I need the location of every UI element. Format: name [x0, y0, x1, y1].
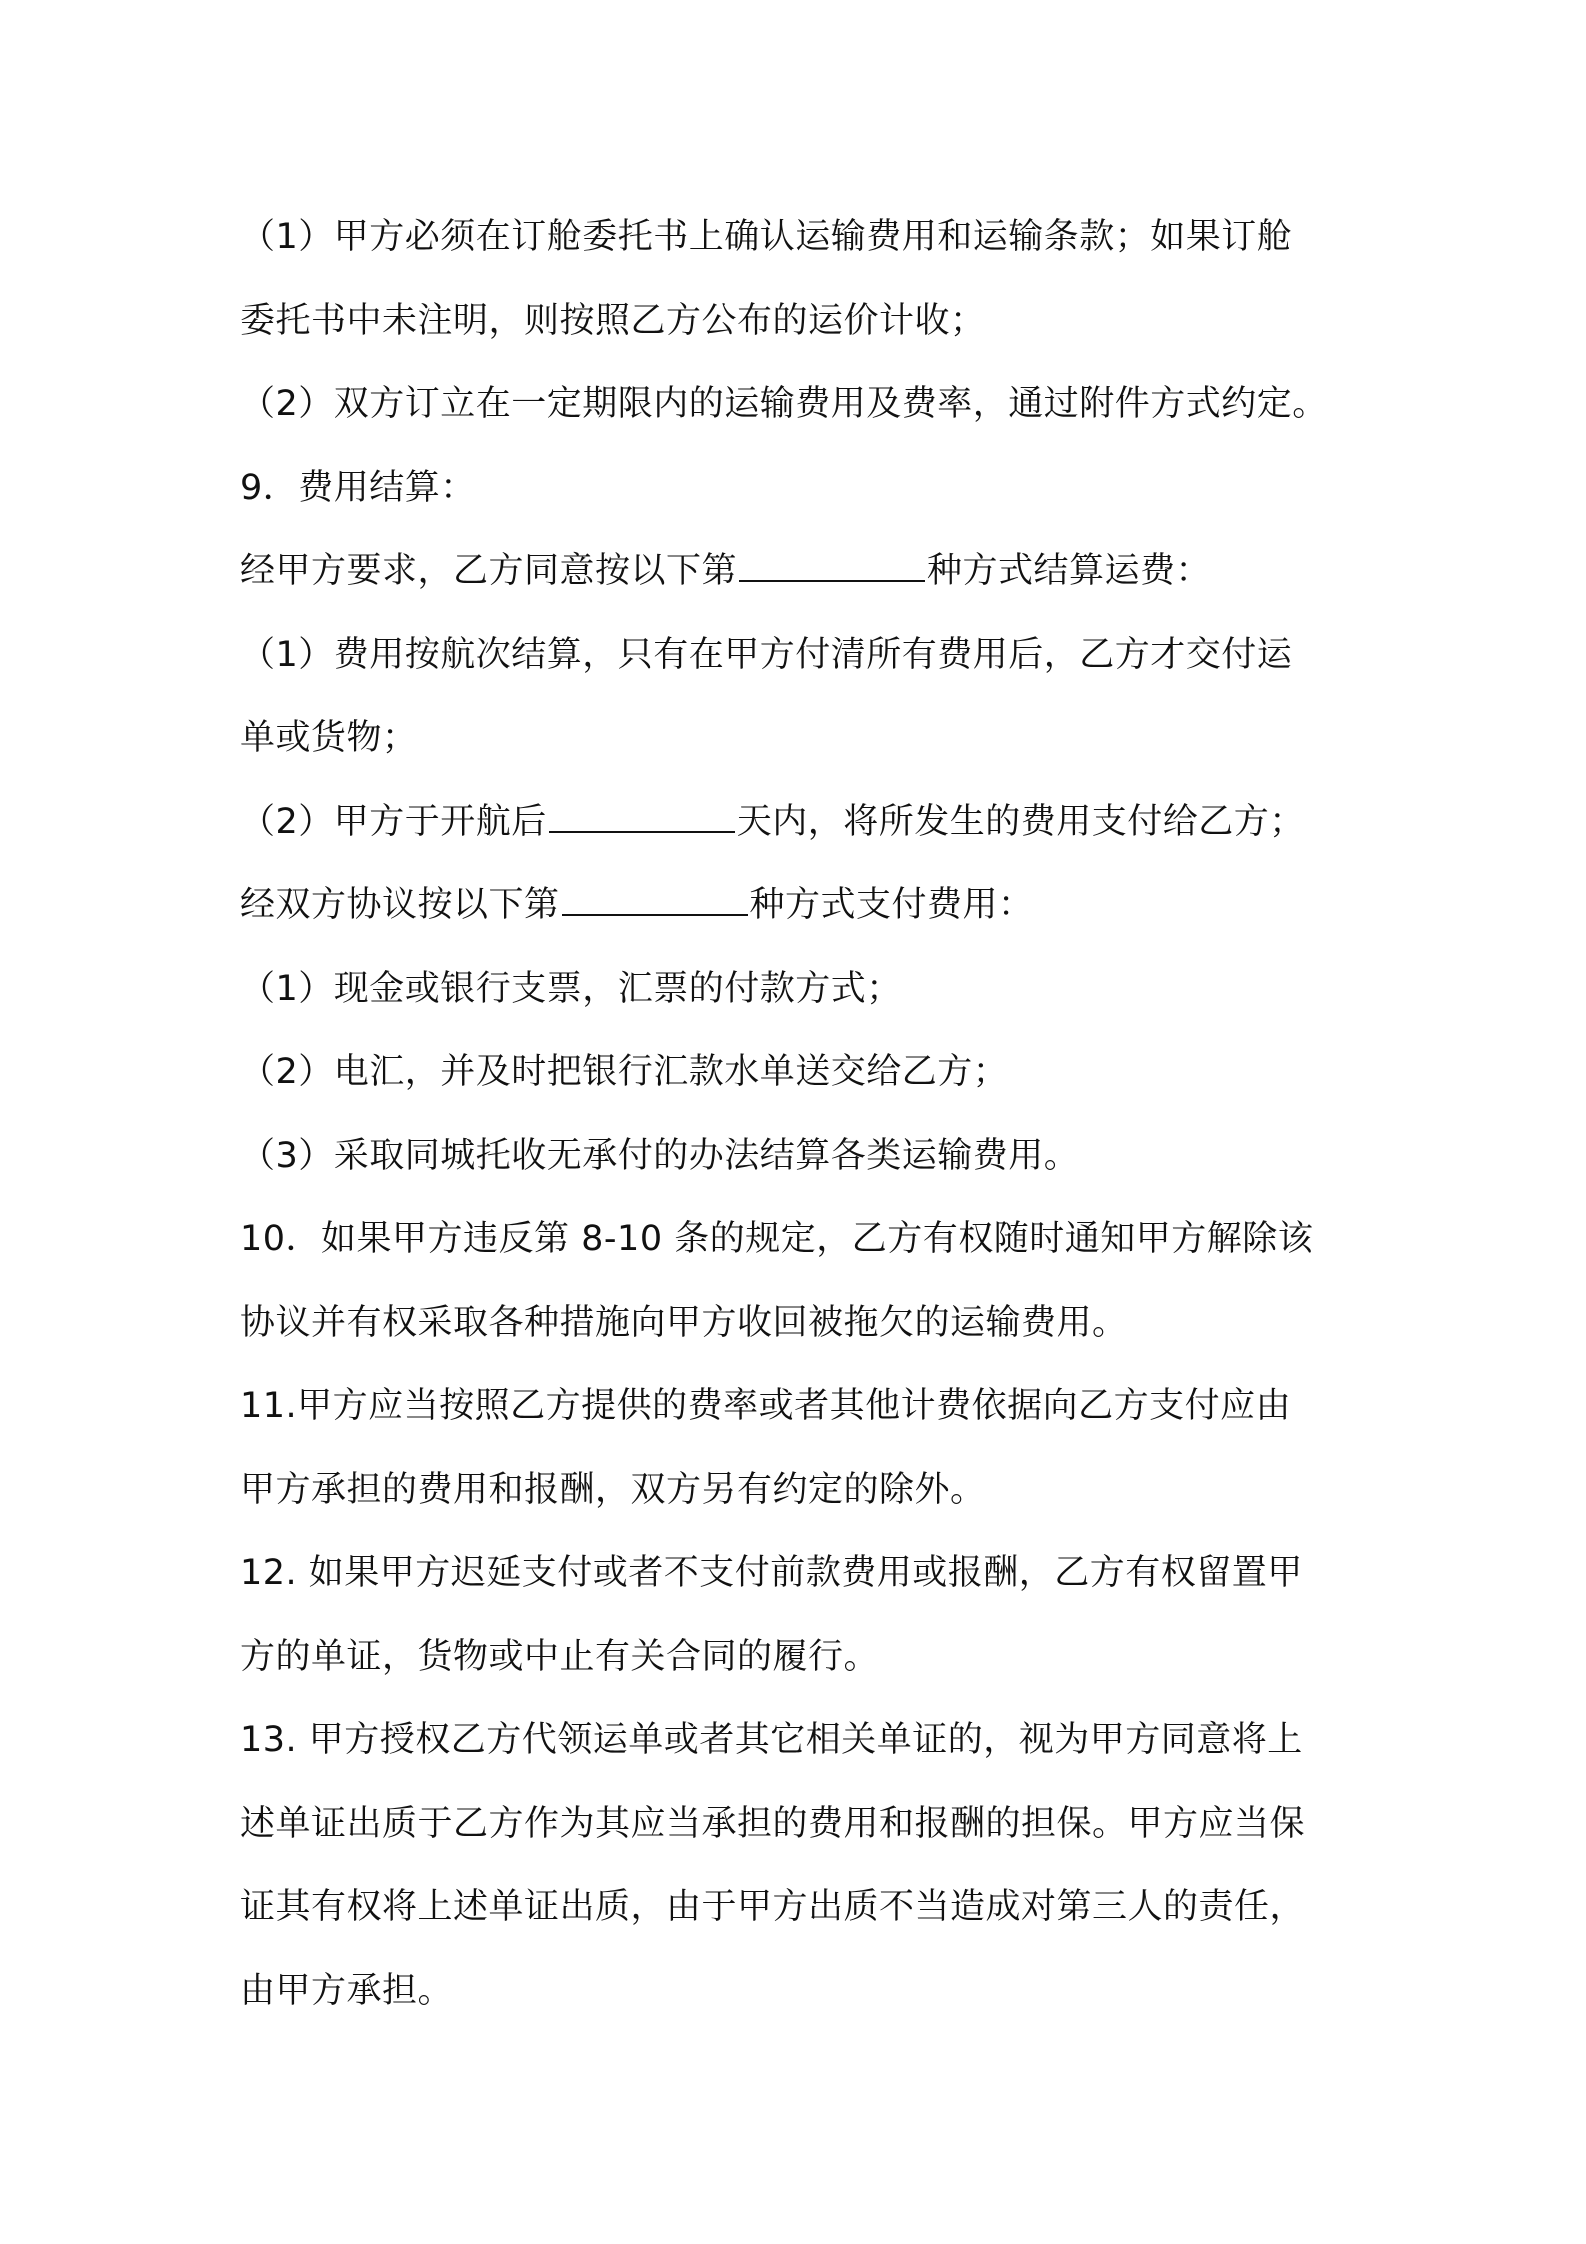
clause-line: （1）甲方必须在订舱委托书上确认运输费用和运输条款；如果订舱	[240, 217, 1293, 257]
text-after-blank: 种方式支付费用：	[749, 885, 1034, 925]
text-before-blank: 经双方协议按以下第	[240, 885, 560, 925]
clause-line: 甲方承担的费用和报酬，双方另有约定的除外。	[240, 1469, 986, 1510]
clause-line: 证其有权将上述单证出质，由于甲方出质不当造成对第三人的责任，	[240, 1887, 1306, 1927]
clause-line-with-blank	[240, 530, 1360, 614]
fill-in-blank	[562, 884, 748, 916]
clause-line: 由甲方承担。	[240, 1970, 454, 2011]
clause-line: 10．如果甲方违反第 8-10 条的规定，乙方有权随时通知甲方解除该	[240, 1219, 1314, 1259]
clause-line: （1）现金或银行支票，汇票的付款方式；	[240, 968, 902, 1009]
section-heading: 9．费用结算：	[240, 467, 476, 508]
clause-line: 委托书中未注明，则按照乙方公布的运价计收；	[240, 300, 986, 341]
clause-line: 方的单证，货物或中止有关合同的履行。	[240, 1636, 880, 1677]
clause-line: （2）双方订立在一定期限内的运输费用及费率，通过附件方式约定。	[240, 384, 1328, 424]
text-after-blank: 种方式结算运费：	[927, 551, 1212, 591]
clause-line: 11.甲方应当按照乙方提供的费率或者其他计费依据向乙方支付应由	[240, 1386, 1292, 1426]
clause-line: 述单证出质于乙方作为其应当承担的费用和报酬的担保。甲方应当保	[240, 1803, 1306, 1844]
fill-in-blank	[739, 550, 925, 582]
document-body	[240, 196, 1360, 2033]
clause-line-with-blank	[240, 864, 1360, 948]
clause-line: 协议并有权采取各种措施向甲方收回被拖欠的运输费用。	[240, 1302, 1128, 1343]
clause-line: 12. 如果甲方迟延支付或者不支付前款费用或报酬，乙方有权留置甲	[240, 1553, 1303, 1593]
clause-line-with-blank	[240, 781, 1360, 865]
text-before-blank: 经甲方要求，乙方同意按以下第	[240, 551, 738, 591]
clause-line: （1）费用按航次结算，只有在甲方付清所有费用后，乙方才交付运	[240, 634, 1293, 675]
text-before-blank: （2）甲方于开航后	[240, 801, 547, 842]
clause-line: （2）电汇，并及时把银行汇款水单送交给乙方；	[240, 1052, 1009, 1092]
fill-in-blank	[549, 801, 735, 833]
clause-line: 单或货物；	[240, 718, 418, 758]
text-after-blank: 天内，将所发生的费用支付给乙方；	[736, 801, 1305, 842]
clause-line: 13. 甲方授权乙方代领运单或者其它相关单证的，视为甲方同意将上	[240, 1720, 1303, 1760]
clause-line: （3）采取同城托收无承付的办法结算各类运输费用。	[240, 1135, 1080, 1176]
